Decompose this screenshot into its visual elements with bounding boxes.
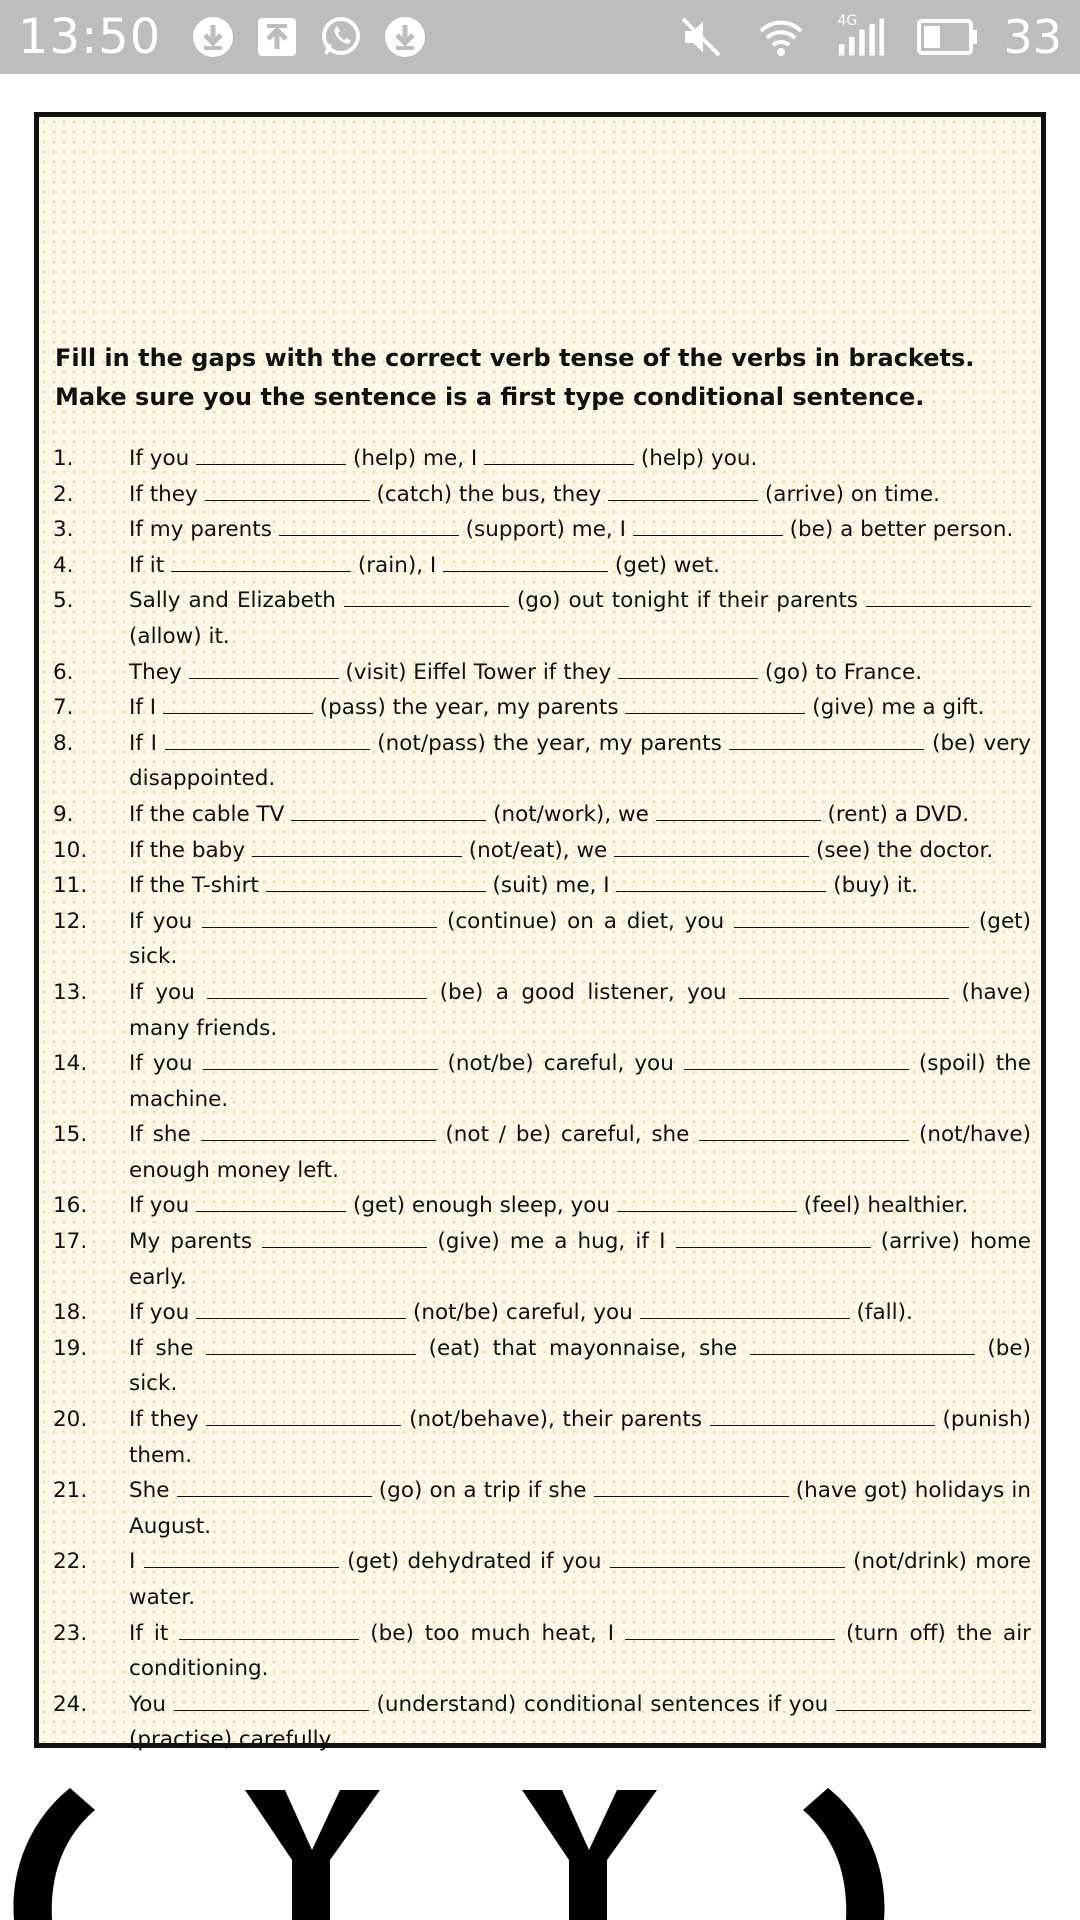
sentence-fragment: You xyxy=(129,1691,174,1717)
blank-line[interactable] xyxy=(676,1226,871,1248)
letter-y-shape xyxy=(245,1790,380,1920)
sentence-fragment: If the baby xyxy=(129,837,252,863)
sentence-fragment: (be) a good listener, you xyxy=(439,979,740,1005)
exercise-sentence xyxy=(129,797,1031,833)
exercise-sentence xyxy=(129,1402,1031,1473)
sentence-fragment: If I xyxy=(129,695,163,721)
sentence-fragment: (be) too much heat, I xyxy=(370,1620,626,1646)
blank-line[interactable] xyxy=(684,1048,909,1070)
blank-line[interactable] xyxy=(262,1226,427,1248)
download-icon xyxy=(189,13,237,61)
sentence-fragment: (get) wet. xyxy=(614,552,720,578)
sentence-fragment: (visit) Eiffel Tower if they xyxy=(345,659,619,685)
sentence-fragment: (eat) that mayonnaise, she xyxy=(428,1335,750,1361)
exercise-number: 12. xyxy=(53,908,88,934)
sentence-fragment: If the cable TV xyxy=(129,801,292,827)
exercise-number: 6. xyxy=(53,659,74,685)
exercise-number: 9. xyxy=(53,801,74,827)
exercise-sentence xyxy=(129,868,1031,904)
exercise-number: 18. xyxy=(53,1300,88,1326)
sentence-fragment: If she xyxy=(129,1335,207,1361)
sentence-fragment: If it xyxy=(129,552,171,578)
exercise-number: 8. xyxy=(53,730,74,756)
mute-icon xyxy=(677,13,725,61)
sentence-fragment: (not/have) enough money left. xyxy=(129,1122,1031,1183)
sentence-fragment: (arrive) home early. xyxy=(129,1229,1031,1290)
sentence-fragment: (catch) the bus, they xyxy=(376,481,609,507)
exercise-item xyxy=(53,1117,1031,1188)
exercise-number: 5. xyxy=(53,588,74,614)
sentence-fragment: (spoil) the machine. xyxy=(129,1051,1031,1112)
exercise-sentence xyxy=(129,1687,1031,1758)
blank-line[interactable] xyxy=(594,1475,789,1497)
exercise-sentence xyxy=(129,583,1031,654)
upload-icon xyxy=(253,13,301,61)
blank-line[interactable] xyxy=(617,1190,797,1212)
exercise-item xyxy=(53,1188,1031,1224)
blank-line[interactable] xyxy=(206,1404,401,1426)
sentence-fragment: She xyxy=(129,1478,177,1504)
sentence-fragment: (not/work), we xyxy=(493,801,656,827)
exercise-item xyxy=(53,1046,1031,1117)
exercise-item xyxy=(53,1331,1031,1402)
exercise-number: 24. xyxy=(53,1691,88,1717)
bracket-shape xyxy=(13,1788,95,1920)
blank-line[interactable] xyxy=(656,799,821,821)
blank-line[interactable] xyxy=(205,479,370,501)
exercise-sentence xyxy=(129,477,1031,513)
blank-line[interactable] xyxy=(710,1404,935,1426)
exercise-number: 23. xyxy=(53,1620,88,1646)
blank-line[interactable] xyxy=(163,692,313,714)
sentence-fragment: (help) you. xyxy=(640,446,758,471)
exercise-item xyxy=(53,833,1031,869)
blank-line[interactable] xyxy=(179,1618,359,1640)
sentence-fragment: (continue) on a diet, you xyxy=(446,908,735,934)
exercise-item xyxy=(53,726,1031,797)
blank-line[interactable] xyxy=(189,657,339,679)
blank-line[interactable] xyxy=(203,1048,438,1070)
exercise-item xyxy=(53,904,1031,975)
worksheet[interactable] xyxy=(34,112,1046,1753)
sentence-fragment: (buy) it. xyxy=(833,873,919,899)
blank-line[interactable] xyxy=(614,835,809,857)
sentence-fragment: (go) to France. xyxy=(764,659,923,685)
exercise-sentence xyxy=(129,1473,1031,1544)
exercise-sentence xyxy=(129,726,1031,797)
exercise-item xyxy=(53,512,1031,548)
bracket-shape xyxy=(803,1788,885,1920)
sentence-fragment: (get) dehydrated if you xyxy=(347,1549,610,1575)
exercise-sentence xyxy=(129,833,1031,869)
blank-line[interactable] xyxy=(616,870,826,892)
sentence-fragment: Sally and Elizabeth xyxy=(129,588,344,614)
blank-line[interactable] xyxy=(866,585,1031,607)
exercise-number: 3. xyxy=(53,517,74,543)
exercise-number: 14. xyxy=(53,1051,88,1077)
exercise-number: 13. xyxy=(53,979,88,1005)
sentence-fragment: (allow) it. xyxy=(129,623,230,649)
exercise-sentence xyxy=(129,1046,1031,1117)
blank-line[interactable] xyxy=(836,1689,1031,1711)
exercise-number: 2. xyxy=(53,481,74,507)
sentence-fragment: (give) me a gift. xyxy=(812,695,985,721)
exercise-sentence xyxy=(129,1188,1031,1224)
blank-line[interactable] xyxy=(177,1475,372,1497)
exercise-item xyxy=(53,1544,1031,1615)
letter-y-shape xyxy=(522,1790,657,1920)
exercise-sentence xyxy=(129,1616,1031,1687)
blank-line[interactable] xyxy=(252,835,462,857)
sentence-fragment: (not/be) careful, you xyxy=(447,1051,684,1077)
sentence-fragment: (support) me, I xyxy=(465,517,633,543)
blank-line[interactable] xyxy=(196,443,346,465)
sentence-fragment: (suit) me, I xyxy=(492,873,617,899)
exercise-number: 16. xyxy=(53,1193,88,1219)
blank-line[interactable] xyxy=(443,550,608,572)
blank-line[interactable] xyxy=(196,1190,346,1212)
blank-line[interactable] xyxy=(633,514,783,536)
sentence-fragment: (not/drink) more water. xyxy=(129,1549,1031,1610)
exercise-item xyxy=(53,690,1031,726)
sentence-fragment: If she xyxy=(129,1122,201,1148)
decorative-letters xyxy=(0,1780,1080,1920)
exercise-item xyxy=(53,975,1031,1046)
sentence-fragment: (not / be) careful, she xyxy=(445,1122,700,1148)
blank-line[interactable] xyxy=(640,1297,850,1319)
blank-line[interactable] xyxy=(266,870,486,892)
sentence-fragment: (get) sick. xyxy=(129,908,1031,970)
blank-line[interactable] xyxy=(484,443,634,465)
exercise-sentence xyxy=(129,1295,1031,1331)
sentence-fragment: (understand) conditional sentences if you xyxy=(376,1691,836,1717)
exercise-number: 4. xyxy=(53,552,74,578)
exercise-item xyxy=(53,868,1031,904)
exercise-number: 21. xyxy=(53,1478,88,1504)
blank-line[interactable] xyxy=(207,977,427,999)
exercise-sentence xyxy=(129,904,1031,975)
sentence-fragment: (rent) a DVD. xyxy=(827,801,970,827)
exercise-item xyxy=(53,1224,1031,1295)
exercise-number: 22. xyxy=(53,1549,88,1575)
sentence-fragment: (have) many friends. xyxy=(129,979,1031,1041)
battery-level: 33 xyxy=(1003,10,1062,64)
exercise-number: 20. xyxy=(53,1407,88,1433)
blank-line[interactable] xyxy=(344,585,509,607)
exercise-sentence xyxy=(129,1224,1031,1295)
blank-line[interactable] xyxy=(171,550,351,572)
exercise-number: 15. xyxy=(53,1122,88,1148)
network-label: 4G xyxy=(837,13,858,29)
sentence-fragment: (help) me, I xyxy=(352,446,485,471)
exercise-item xyxy=(53,797,1031,833)
sentence-fragment: If you xyxy=(129,1051,203,1077)
sentence-fragment: (see) the doctor. xyxy=(815,837,994,863)
sentence-fragment: (have got) holidays in August. xyxy=(129,1478,1031,1539)
exercise-number: 10. xyxy=(53,837,88,863)
exercise-number: 7. xyxy=(53,695,74,721)
sentence-fragment: If the T-shirt xyxy=(129,873,266,899)
sentence-fragment: (go) out tonight if their parents xyxy=(516,588,866,614)
sentence-fragment: If my parents xyxy=(129,517,279,543)
exercise-number: 19. xyxy=(53,1335,88,1361)
blank-line[interactable] xyxy=(750,1333,975,1355)
sentence-fragment: (turn off) the air conditioning. xyxy=(129,1620,1032,1682)
exercise-sentence xyxy=(129,975,1031,1046)
blank-line[interactable] xyxy=(618,657,758,679)
sentence-fragment: (be) sick. xyxy=(129,1335,1031,1397)
blank-line[interactable] xyxy=(279,514,459,536)
exercise-sentence xyxy=(129,441,1031,477)
sentence-fragment: (not/pass) the year, my parents xyxy=(377,730,730,756)
sentence-fragment: If I xyxy=(129,730,165,756)
sentence-fragment: If they xyxy=(129,481,205,507)
blank-line[interactable] xyxy=(734,906,969,928)
sentence-fragment: (arrive) on time. xyxy=(764,481,940,507)
exercise-number: 1. xyxy=(53,446,74,471)
sentence-fragment: If it xyxy=(129,1620,180,1646)
sentence-fragment: If you xyxy=(129,446,197,471)
exercise-number: 17. xyxy=(53,1229,88,1255)
blank-line[interactable] xyxy=(608,479,758,501)
sentence-fragment: (not/eat), we xyxy=(468,837,615,863)
sentence-fragment: If you xyxy=(129,1193,197,1219)
exercise-item xyxy=(53,1295,1031,1331)
whatsapp-icon xyxy=(317,13,365,61)
sentence-fragment: (punish) them. xyxy=(129,1407,1031,1468)
sentence-fragment: (not/behave), their parents xyxy=(409,1407,710,1433)
sentence-fragment: I xyxy=(129,1549,144,1575)
blank-line[interactable] xyxy=(625,692,805,714)
sentence-fragment: If you xyxy=(129,908,203,934)
sentence-fragment: (fall). xyxy=(856,1300,913,1326)
blank-line[interactable] xyxy=(291,799,486,821)
exercise-sentence xyxy=(129,1331,1031,1402)
exercise-sentence xyxy=(129,1117,1031,1188)
wifi-icon xyxy=(757,13,805,61)
blank-line[interactable] xyxy=(699,1119,909,1141)
blank-line[interactable] xyxy=(610,1546,845,1568)
sentence-fragment: (be) a better person. xyxy=(789,517,1014,543)
blank-line[interactable] xyxy=(625,1618,835,1640)
exercise-list xyxy=(53,441,1031,1758)
worksheet-instruction: Fill in the gaps with the correct verb tense of the verbs in brackets. Make sure you the sentence is a first type conditional sentence. xyxy=(55,344,975,411)
sentence-fragment: (practise) carefully. xyxy=(129,1727,336,1753)
sentence-fragment: (feel) healthier. xyxy=(803,1193,969,1219)
sentence-fragment: (not/be) careful, you xyxy=(412,1300,640,1326)
exercise-item xyxy=(53,1616,1031,1687)
exercise-item xyxy=(53,583,1031,654)
exercise-sentence xyxy=(129,655,1031,691)
clock: 13:50 xyxy=(18,9,162,65)
blank-line[interactable] xyxy=(206,1333,416,1355)
sentence-fragment: (be) very disappointed. xyxy=(129,730,1031,792)
exercise-number: 11. xyxy=(53,873,88,899)
exercise-item xyxy=(53,441,1031,477)
exercise-item xyxy=(53,655,1031,691)
download-icon xyxy=(381,13,429,61)
blank-line[interactable] xyxy=(165,728,370,750)
sentence-fragment: They xyxy=(129,659,189,685)
sentence-fragment: If they xyxy=(129,1407,207,1433)
sentence-fragment: If you xyxy=(129,1300,197,1326)
signal-4g-icon xyxy=(837,13,885,61)
sentence-fragment: My parents xyxy=(129,1229,263,1255)
exercise-item xyxy=(53,548,1031,584)
sentence-fragment: (get) enough sleep, you xyxy=(352,1193,617,1219)
sentence-fragment: (give) me a hug, if I xyxy=(437,1229,676,1255)
exercise-sentence xyxy=(129,548,1031,584)
sentence-fragment: (rain), I xyxy=(357,552,444,578)
blank-line[interactable] xyxy=(201,1119,436,1141)
blank-line[interactable] xyxy=(729,728,924,750)
sentence-fragment: (go) on a trip if she xyxy=(378,1478,594,1504)
exercise-sentence xyxy=(129,512,1031,548)
sentence-fragment: (pass) the year, my parents xyxy=(319,695,626,721)
exercise-item xyxy=(53,1473,1031,1544)
exercise-item xyxy=(53,1402,1031,1473)
blank-line[interactable] xyxy=(144,1546,339,1568)
blank-line[interactable] xyxy=(202,906,437,928)
exercise-item xyxy=(53,477,1031,513)
battery-icon xyxy=(917,13,979,61)
exercise-sentence xyxy=(129,1544,1031,1615)
exercise-sentence xyxy=(129,690,1031,726)
status-bar xyxy=(0,0,1080,74)
blank-line[interactable] xyxy=(739,977,949,999)
sentence-fragment: If you xyxy=(129,979,208,1005)
blank-line[interactable] xyxy=(196,1297,406,1319)
exercise-item xyxy=(53,1687,1031,1758)
blank-line[interactable] xyxy=(174,1689,369,1711)
